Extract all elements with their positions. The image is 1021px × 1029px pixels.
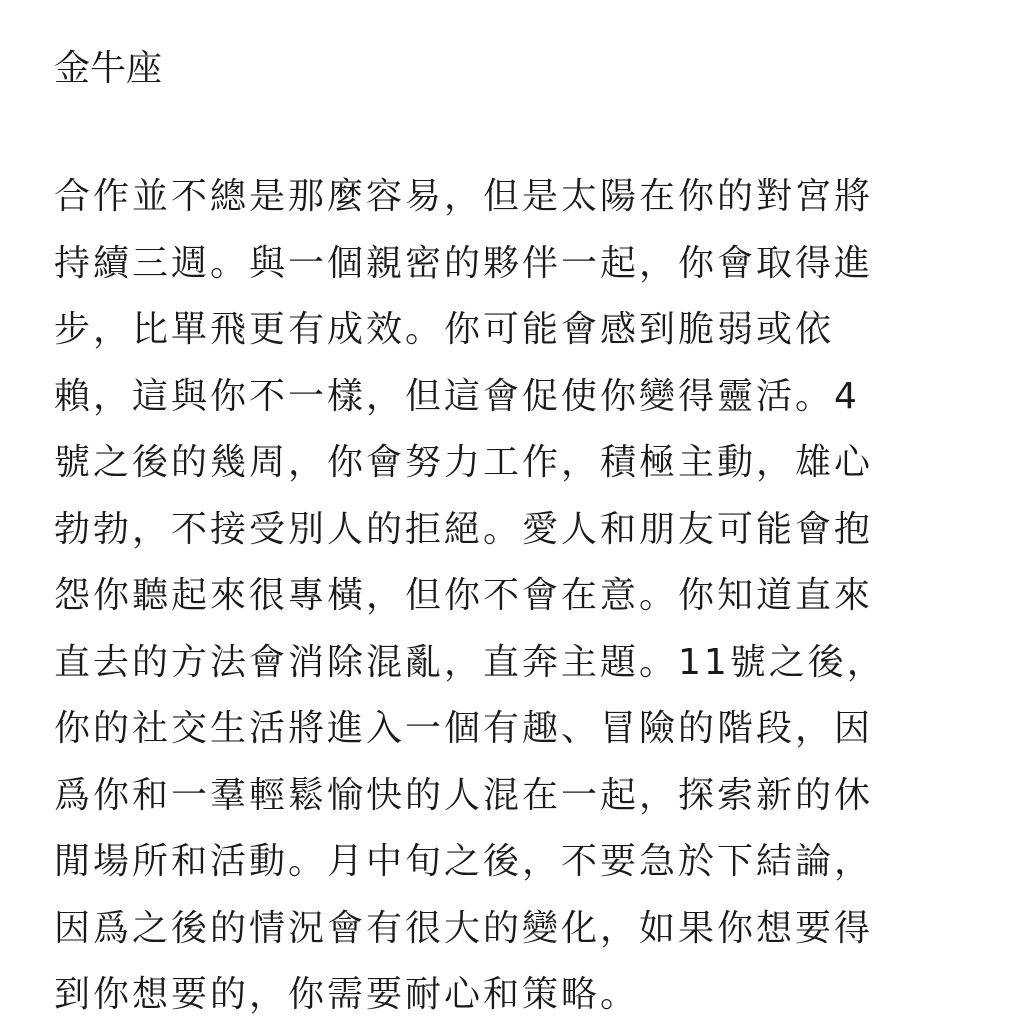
paragraph-line: 到你想要的，你需要耐心和策略。 (54, 974, 640, 1015)
paragraph-line: 合作並不總是那麼容易，但是太陽在你的對宮將 (54, 176, 874, 217)
paragraph-line: 號之後的幾周，你會努力工作，積極主動，雄心 (54, 442, 874, 483)
paragraph-line: 賴，這與你不一樣，但這會促使你變得靈活。4 (54, 375, 860, 417)
paragraph-line: 閒場所和活動。月中旬之後，不要急於下結論， (54, 841, 874, 882)
paragraph-line: 爲你和一羣輕鬆愉快的人混在一起，探索新的休 (54, 774, 874, 816)
paragraph-line: 你的社交生活將進入一個有趣、冒險的階段，因 (54, 708, 874, 749)
paragraph-line: 直去的方法會消除混亂，直奔主題。11號之後， (54, 641, 886, 683)
paragraph-line: 勃勃，不接受別人的拒絕。愛人和朋友可能會抱 (54, 508, 874, 550)
paragraph-line: 持續三週。與一個親密的夥伴一起，你會取得進 (54, 242, 874, 284)
paragraph-line: 步，比單飛更有成效。你可能會感到脆弱或依 (54, 309, 835, 350)
horoscope-paragraph (54, 164, 984, 1029)
paragraph-line: 因爲之後的情況會有很大的變化，如果你想要得 (54, 907, 874, 949)
page-title: 金牛座 (54, 48, 163, 89)
paragraph-line: 怨你聽起來很專橫，但你不會在意。你知道直來 (54, 575, 874, 616)
